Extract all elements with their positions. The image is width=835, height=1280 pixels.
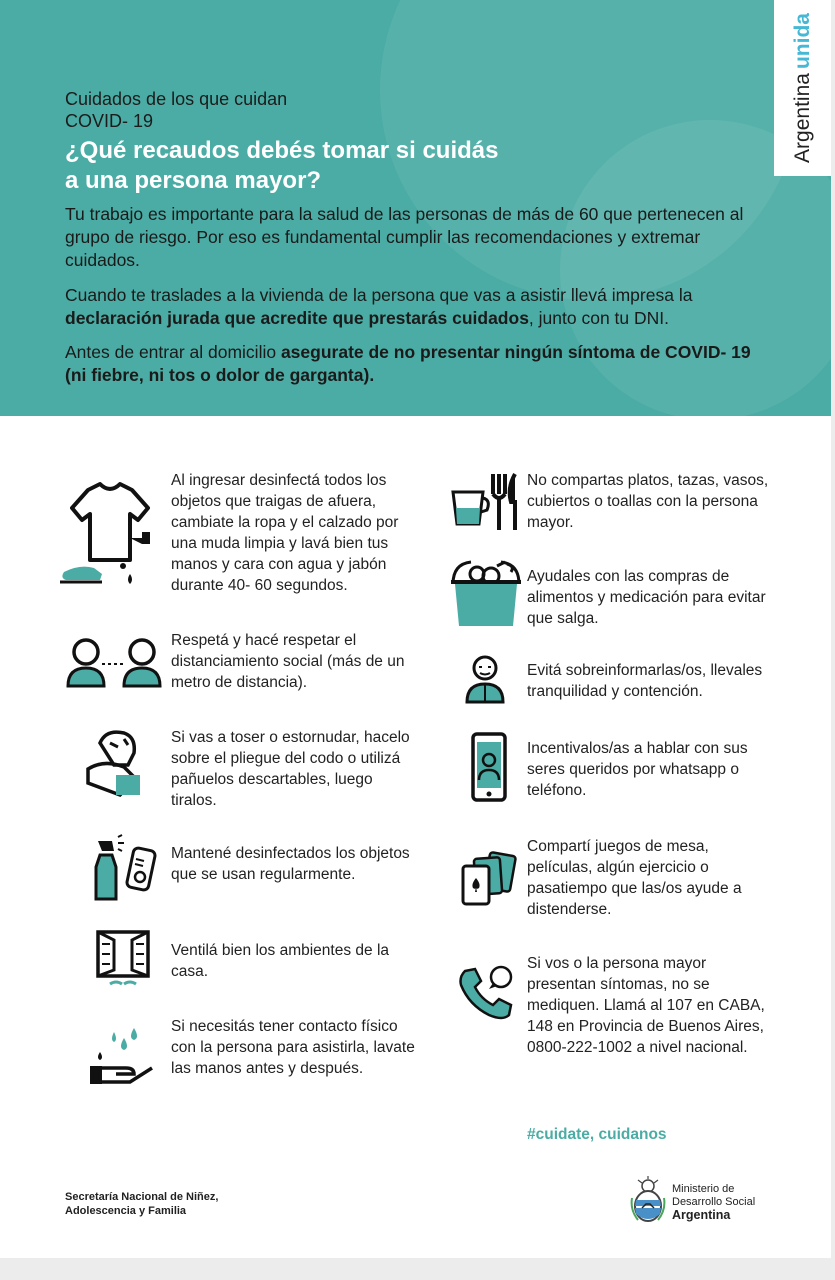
id-paragraph bbox=[65, 284, 765, 330]
tip-text: Respetá y hacé respetar el distanciamiento social (más de un metro de distancia). bbox=[171, 632, 405, 691]
tip-text: No compartas platos, tazas, vasos, cubiertos o toallas con la persona mayor. bbox=[527, 472, 769, 531]
footer-line: Argentina bbox=[672, 1208, 731, 1222]
brand-tab bbox=[774, 0, 831, 176]
text-run-bold: declaración jurada que acredite que prestarás cuidados bbox=[65, 308, 529, 328]
header-banner bbox=[0, 0, 831, 416]
footer-line: Desarrollo Social bbox=[672, 1196, 756, 1208]
cup-cutlery-icon bbox=[453, 472, 521, 532]
text-run: Antes de entrar al domicilio bbox=[65, 342, 281, 362]
title-line: a una persona mayor? bbox=[65, 167, 322, 194]
open-window-icon bbox=[96, 930, 150, 992]
tip-text: Si vos o la persona mayor presentan síntomas, no se mediquen. Llamá al 107 en CABA, 148 en Provincia de Buenos Aires, 0800-222-1002 a nivel nacional. bbox=[527, 955, 765, 1056]
tip-text: Ventilá bien los ambientes de la casa. bbox=[171, 942, 390, 980]
kicker-line: Cuidados de los que cuidan bbox=[65, 89, 288, 109]
page-title bbox=[65, 136, 585, 196]
symptoms-paragraph bbox=[65, 341, 765, 387]
kicker bbox=[65, 88, 287, 132]
tip-text: Si necesitás tener contacto físico con la persona para asistirla, lavate las manos antes y después. bbox=[171, 1018, 415, 1077]
tip-text: Al ingresar desinfectá todos los objetos que traigas de afuera, cambiate la ropa y el calzado por una muda limpia y lavá bien tus manos y cara con agua y jabón durante 40- 60 segundos. bbox=[171, 472, 399, 594]
tip-text: Ayudales con las compras de alimentos y medicación para evitar que salga. bbox=[527, 568, 766, 627]
footer-secretaria bbox=[65, 1190, 218, 1218]
hand-wash-icon bbox=[90, 1028, 160, 1086]
footer-line: Adolescencia y Familia bbox=[65, 1205, 187, 1217]
hashtag: #cuidate, cuidanos bbox=[527, 1126, 667, 1143]
social-distance-icon bbox=[66, 634, 162, 690]
text-run: , junto con tu DNI. bbox=[528, 308, 669, 328]
text-run-bold: asegurate de no presentar ningún síntoma de COVID- 19 (ni fiebre, ni tos o dolor de garganta). bbox=[65, 342, 751, 385]
brand-logo bbox=[774, 0, 831, 176]
kicker-line: COVID- 19 bbox=[65, 111, 154, 131]
title-line: ¿Qué recaudos debés tomar si cuidás bbox=[65, 137, 499, 164]
brand-word-unida: unida bbox=[790, 13, 814, 70]
brand-word-argentina: Argentina bbox=[790, 73, 814, 163]
sneeze-elbow-icon bbox=[84, 729, 154, 799]
tip-text: Si vas a toser o estornudar, hacelo sobre el pliegue del codo o utilizá pañuelos descartables, luego tiralos. bbox=[171, 729, 410, 809]
tip-text: Incentivalos/as a hablar con sus seres queridos por whatsapp o teléfono. bbox=[527, 740, 748, 799]
footer-line: Ministerio de bbox=[672, 1183, 735, 1195]
footer-ministerio bbox=[672, 1183, 755, 1222]
text-run: Cuando te traslades a la vivienda de la persona que vas a asistir llevá impresa la bbox=[65, 285, 693, 305]
clothes-wash-icon bbox=[60, 478, 160, 598]
phone-video-icon bbox=[471, 732, 507, 804]
coat-of-arms-icon bbox=[630, 1178, 666, 1224]
footer-line: Secretaría Nacional de Niñez, bbox=[65, 1191, 219, 1203]
intro-paragraph: Tu trabajo es importante para la salud de las personas de más de 60 que pertenecen al grupo de riesgo. Por eso es fundamental cumplir las recomendaciones y extremar cuidados. bbox=[65, 204, 744, 270]
calm-person-icon bbox=[465, 654, 505, 704]
tip-text: Compartí juegos de mesa, películas, algún ejercicio o pasatiempo que las/os ayude a distenderse. bbox=[527, 838, 742, 918]
playing-cards-icon bbox=[461, 852, 517, 906]
tip-text: Mantené desinfectados los objetos que se usan regularmente. bbox=[171, 845, 410, 883]
disinfect-spray-icon bbox=[94, 833, 158, 903]
phone-call-icon bbox=[459, 965, 515, 1021]
tip-text: Evitá sobreinformarlas/os, llevales tranquilidad y contención. bbox=[527, 662, 763, 700]
shopping-basket-icon bbox=[451, 560, 521, 628]
